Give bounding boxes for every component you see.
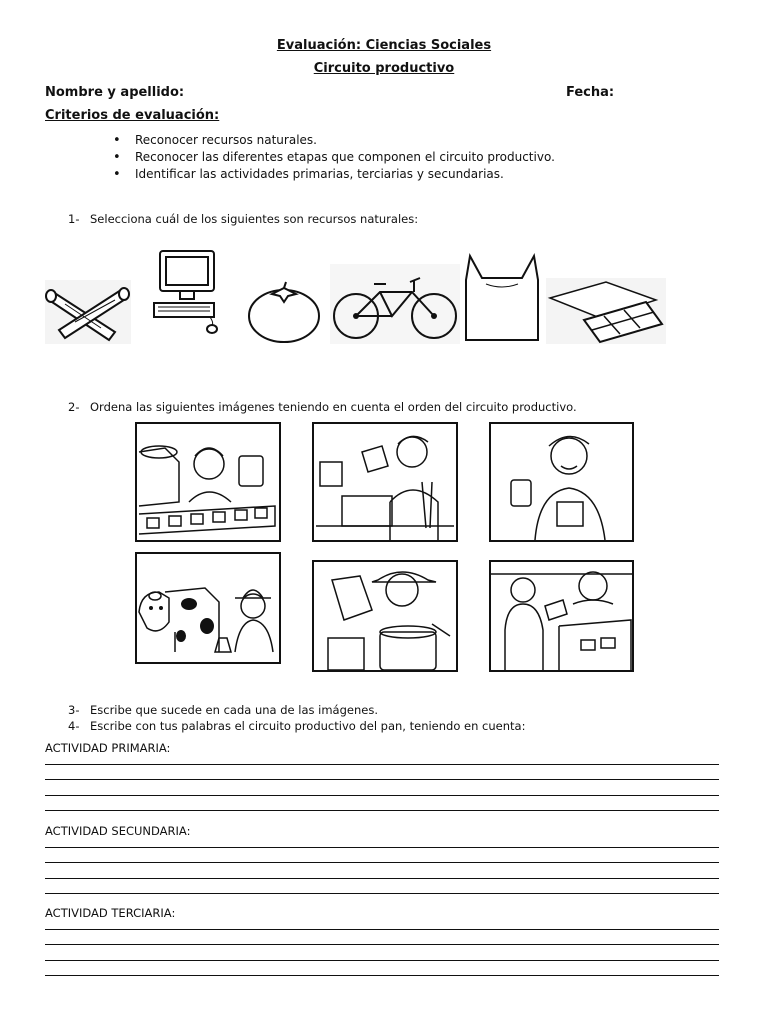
answer-line[interactable]	[45, 847, 719, 848]
factory-bottling-scene[interactable]	[135, 422, 281, 542]
store-buying-scene[interactable]	[489, 560, 634, 672]
answer-line[interactable]	[45, 929, 719, 930]
answer-line[interactable]	[45, 795, 719, 796]
question-number: 2-	[68, 400, 80, 414]
logs-icon[interactable]	[45, 280, 131, 344]
criteria-item: • Reconocer las diferentes etapas que componen el circuito productivo.	[110, 149, 555, 166]
question-number: 1-	[68, 212, 80, 226]
worksheet-title: Evaluación: Ciencias Sociales	[276, 38, 492, 53]
computer-icon[interactable]	[150, 243, 230, 343]
criteria-label: Criterios de evaluación:	[45, 108, 220, 123]
section-label-terciaria: ACTIVIDAD TERCIARIA:	[45, 906, 176, 920]
answer-line[interactable]	[45, 960, 719, 961]
question-number: 4-	[68, 719, 80, 733]
answer-line[interactable]	[45, 810, 719, 811]
answer-line[interactable]	[45, 975, 719, 976]
farmer-milking-cow-scene[interactable]	[135, 552, 281, 664]
date-label: Fecha:	[566, 85, 615, 100]
criteria-item: • Identificar las actividades primarias, terciarias y secundarias.	[110, 166, 555, 183]
criteria-item: • Reconocer recursos naturales.	[110, 132, 555, 149]
child-drinking-scene[interactable]	[489, 422, 634, 542]
answer-line[interactable]	[45, 893, 719, 894]
lab-worker-scene[interactable]	[312, 422, 458, 542]
section-label-secundaria: ACTIVIDAD SECUNDARIA:	[45, 824, 191, 838]
question-text: Escribe con tus palabras el circuito productivo del pan, teniendo en cuenta:	[90, 719, 526, 733]
plastic-bag-icon[interactable]	[460, 250, 544, 344]
criteria-list	[110, 132, 555, 183]
question-text: Selecciona cuál de los siguientes son recursos naturales:	[90, 212, 419, 226]
answer-line[interactable]	[45, 764, 719, 765]
answer-line[interactable]	[45, 862, 719, 863]
worksheet-subtitle: Circuito productivo	[313, 61, 455, 76]
farmer-pouring-milk-scene[interactable]	[312, 560, 458, 672]
name-label: Nombre y apellido:	[45, 85, 185, 100]
answer-line[interactable]	[45, 944, 719, 945]
question-text: Escribe que sucede en cada una de las imágenes.	[90, 703, 378, 717]
answer-line[interactable]	[45, 878, 719, 879]
question-4	[68, 719, 525, 733]
question-2	[68, 400, 577, 414]
bicycle-icon[interactable]	[330, 264, 460, 344]
section-label-primaria: ACTIVIDAD PRIMARIA:	[45, 741, 171, 755]
chocolate-bar-icon[interactable]	[546, 278, 666, 344]
question-number: 3-	[68, 703, 80, 717]
question-text: Ordena las siguientes imágenes teniendo en cuenta el orden del circuito productivo.	[90, 400, 577, 414]
answer-line[interactable]	[45, 779, 719, 780]
question-3	[68, 703, 378, 717]
question-1	[68, 212, 418, 226]
tomato-icon[interactable]	[244, 280, 324, 344]
